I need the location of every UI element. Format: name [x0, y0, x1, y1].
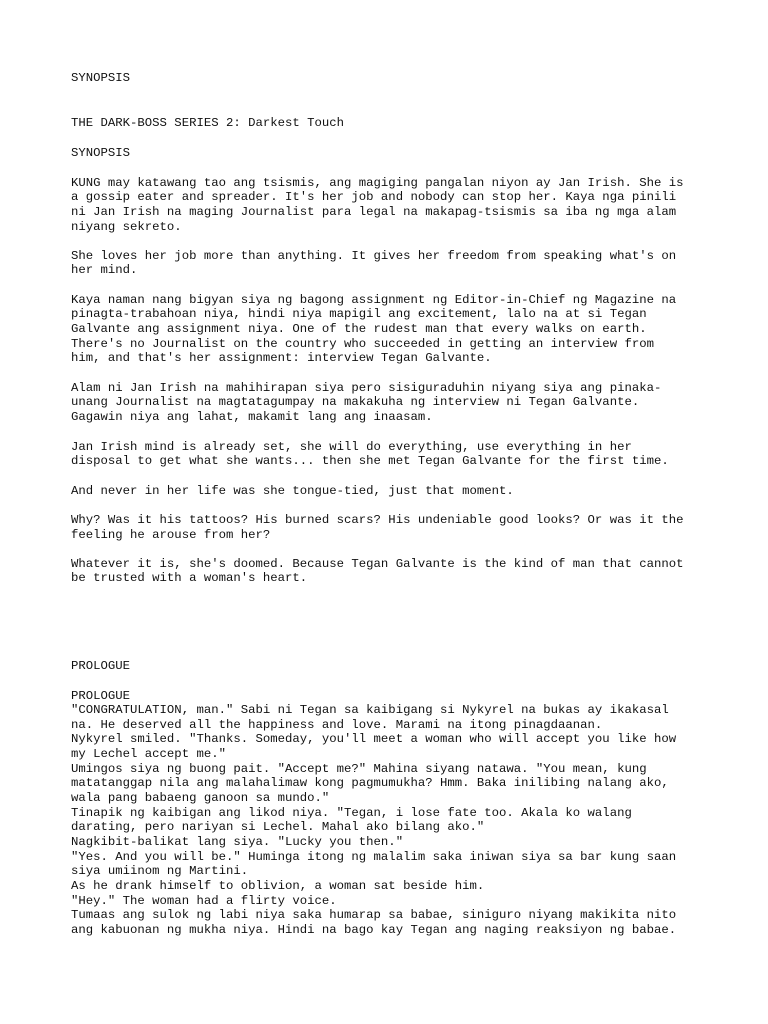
text-line: Kaya naman nang bigyan siya ng bagong assignment ng Editor-in-Chief ng Magazine na — [71, 293, 677, 307]
text-line: disposal to get what she wants... then she met Tegan Galvante for the first time. — [71, 454, 669, 468]
text-line: ni Jan Irish na maging Journalist para legal na makapag-tsismis sa iba ng mga alam — [71, 205, 677, 219]
text-line: pinagta-trabahoan niya, hindi niya mapigil ang excitement, lalo na at si Tegan — [71, 307, 647, 321]
text-line: him, and that's her assignment: interview Tegan Galvante. — [71, 351, 492, 365]
text-line: Nykyrel smiled. "Thanks. Someday, you'll meet a woman who will accept you like how — [71, 732, 677, 746]
text-line: "Yes. And you will be." Huminga itong ng malalim saka iniwan siya sa bar kung saan — [71, 850, 677, 864]
text-line: Jan Irish mind is already set, she will do everything, use everything in her — [71, 440, 632, 454]
text-line: na. He deserved all the happiness and love. Marami na itong pinagdaanan. — [71, 718, 603, 732]
text-line: unang Journalist na magtatagumpay na makakuha ng interview ni Tegan Galvante. — [71, 395, 640, 409]
text-line: Galvante ang assignment niya. One of the rudest man that every walks on earth. — [71, 322, 647, 336]
text-line: siya umiinom ng Martini. — [71, 864, 249, 878]
text-line: Nagkibit-balikat lang siya. "Lucky you then." — [71, 835, 404, 849]
text-line: Gagawin niya ang lahat, makamit lang ang inaasam. — [71, 410, 433, 424]
text-line: Whatever it is, she's doomed. Because Tegan Galvante is the kind of man that cannot — [71, 557, 684, 571]
text-line: Tinapik ng kaibigan ang likod niya. "Tegan, i lose fate too. Akala ko walang — [71, 806, 632, 820]
synopsis-heading: SYNOPSIS — [71, 71, 131, 85]
text-line: Why? Was it his tattoos? His burned scars? His undeniable good looks? Or was it the — [71, 513, 684, 527]
text-line: ang kabuonan ng mukha niya. Hindi na bago kay Tegan ang naging reaksiyon ng babae. — [71, 923, 677, 937]
text-line: And never in her life was she tongue-tied, just that moment. — [71, 484, 514, 498]
text-line: "Hey." The woman had a flirty voice. — [71, 894, 337, 908]
book-title: THE DARK-BOSS SERIES 2: Darkest Touch — [71, 116, 345, 130]
text-line: her mind. — [71, 263, 138, 277]
text-line: a gossip eater and spreader. It's her job and nobody can stop her. Kaya nga pinili — [71, 190, 677, 204]
text-line: be trusted with a woman's heart. — [71, 571, 308, 585]
text-line: feeling he arouse from her? — [71, 528, 271, 542]
text-line: Tumaas ang sulok ng labi niya saka humarap sa babae, siniguro niyang makikita nito — [71, 908, 677, 922]
text-line: KUNG may katawang tao ang tsismis, ang magiging pangalan niyon ay Jan Irish. She is — [71, 176, 684, 190]
text-line: my Lechel accept me." — [71, 747, 226, 761]
text-line: As he drank himself to oblivion, a woman sat beside him. — [71, 879, 485, 893]
text-line: darating, pero nariyan si Lechel. Mahal ako bilang ako." — [71, 820, 485, 834]
synopsis-subheading: SYNOPSIS — [71, 146, 131, 160]
text-line: Umingos siya ng buong pait. "Accept me?" Mahina siyang natawa. "You mean, kung — [71, 762, 647, 776]
text-line: "CONGRATULATION, man." Sabi ni Tegan sa kaibigang si Nykyrel na bukas ay ikakasal — [71, 703, 669, 717]
text-line: niyang sekreto. — [71, 220, 182, 234]
prologue-subheading: PROLOGUE — [71, 689, 131, 703]
text-line: Alam ni Jan Irish na mahihirapan siya pero sisiguraduhin niyang siya ang pinaka- — [71, 381, 662, 395]
text-line: She loves her job more than anything. It gives her freedom from speaking what's on — [71, 249, 677, 263]
text-line: matatanggap nila ang malahalimaw kong pagmumukha? Hmm. Baka inilibing nalang ako, — [71, 776, 669, 790]
text-line: wala pang babaeng ganoon sa mundo." — [71, 791, 330, 805]
prologue-heading: PROLOGUE — [71, 659, 131, 673]
text-line: There's no Journalist on the country who succeeded in getting an interview from — [71, 337, 654, 351]
